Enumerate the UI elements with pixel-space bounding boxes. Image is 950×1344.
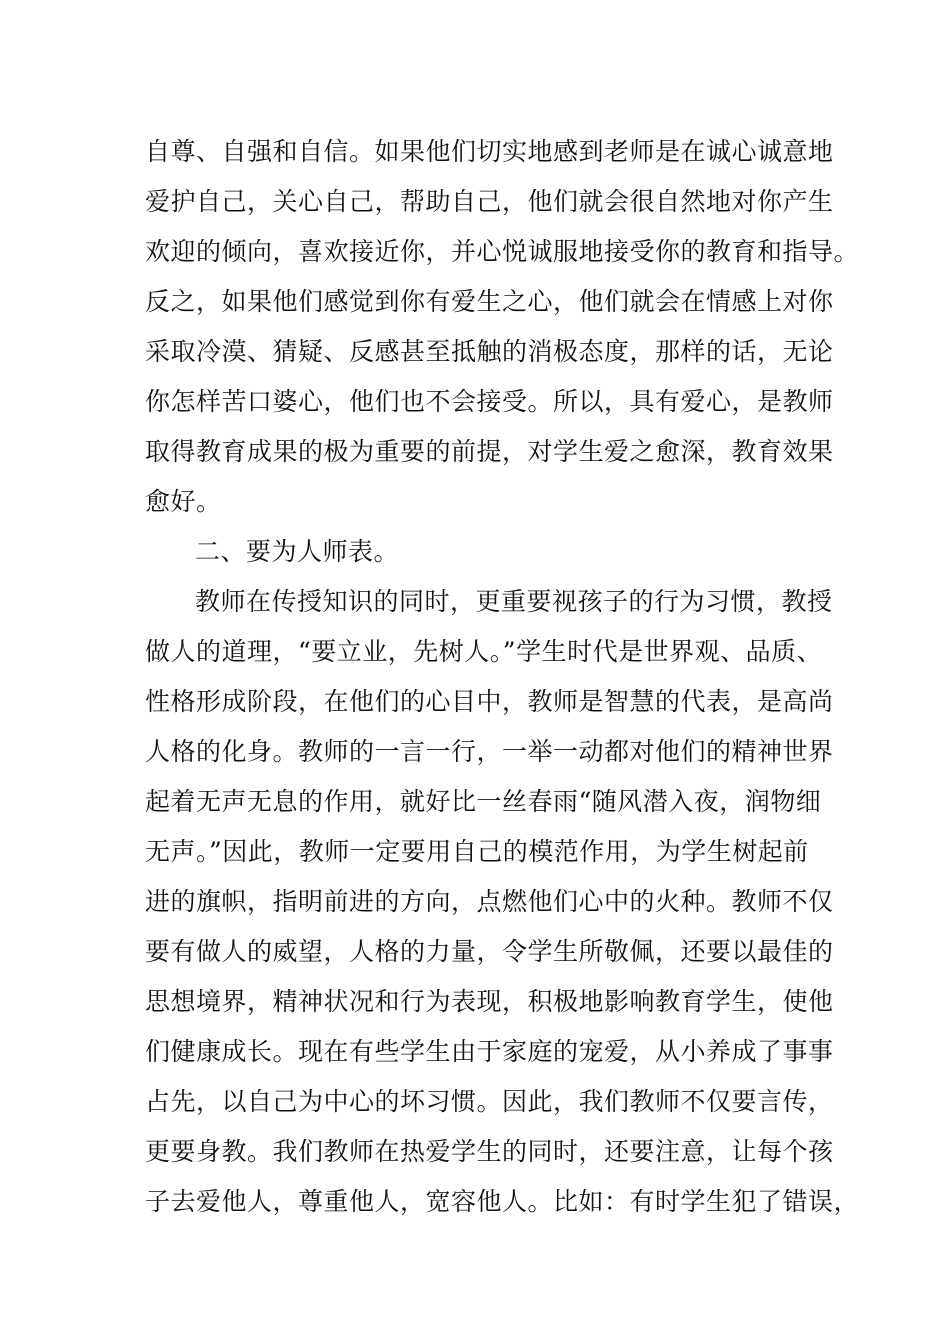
text-line: 人格的化身。教师的一言一行，一举一动都对他们的精神世界 (145, 737, 834, 766)
text-line: 思想境界，精神状况和行为表现，积极地影响教育学生，使他 (145, 987, 834, 1016)
text-line: 教师在传授知识的同时，更重要视孩子的行为习惯，教授 (195, 587, 833, 616)
text-line: 愈好。 (145, 487, 222, 516)
section-heading: 二、要为人师表。 (195, 537, 400, 566)
text-line: 更要身教。我们教师在热爱学生的同时，还要注意，让每个孩 (145, 1137, 834, 1166)
text-line: 性格形成阶段，在他们的心目中，教师是智慧的代表，是高尚 (145, 687, 834, 716)
text-line: 起着无声无息的作用，就好比一丝春雨“随风潜入夜，润物细 (145, 787, 822, 816)
text-line: 无声。”因此，教师一定要用自己的模范作用，为学生树起前 (145, 837, 809, 866)
text-line: 取得教育成果的极为重要的前提，对学生爱之愈深，教育效果 (145, 437, 834, 466)
text-line: 子去爱他人，尊重他人，宽容他人。比如：有时学生犯了错误， (145, 1187, 860, 1216)
text-line: 反之，如果他们感觉到你有爱生之心，他们就会在情感上对你 (145, 287, 834, 316)
text-line: 做人的道理，“要立业，先树人。”学生时代是世界观、品质、 (145, 637, 823, 666)
text-line: 占先，以自己为中心的坏习惯。因此，我们教师不仅要言传， (145, 1087, 834, 1116)
text-line: 要有做人的威望，人格的力量，令学生所敬佩，还要以最佳的 (145, 937, 834, 966)
text-line: 们健康成长。现在有些学生由于家庭的宠爱，从小养成了事事 (145, 1037, 834, 1066)
text-line: 欢迎的倾向，喜欢接近你，并心悦诚服地接受你的教育和指导。 (145, 237, 860, 266)
text-line: 你怎样苦口婆心，他们也不会接受。所以，具有爱心，是教师 (145, 387, 834, 416)
text-line: 采取冷漠、猜疑、反感甚至抵触的消极态度，那样的话，无论 (145, 337, 834, 366)
text-line: 进的旗帜，指明前进的方向，点燃他们心中的火种。教师不仅 (145, 887, 834, 916)
text-line: 自尊、自强和自信。如果他们切实地感到老师是在诚心诚意地 (145, 137, 834, 166)
text-line: 爱护自己，关心自己，帮助自己，他们就会很自然地对你产生 (145, 187, 834, 216)
